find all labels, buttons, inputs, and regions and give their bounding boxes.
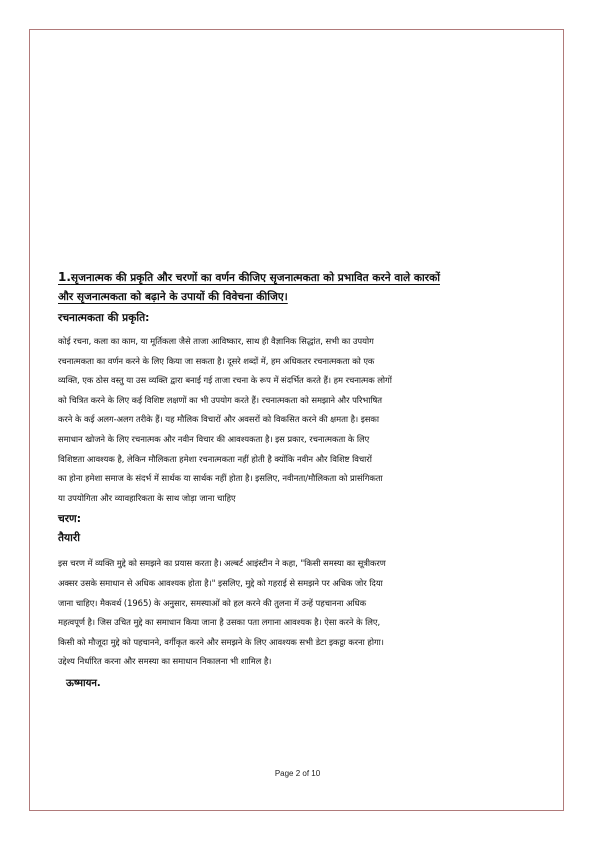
question-text-1: सृजनात्मक की प्रकृति और चरणों का वर्णन कीजिए सृजनात्मकता को प्रभावित करने वाले कारकों bbox=[70, 272, 440, 284]
incubation-heading: ऊष्मायन. bbox=[66, 677, 101, 689]
paragraph-line: विशिष्टता आवश्यक है, लेकिन मौलिकता हमेशा रचनात्मकता नहीं होती है क्योंकि नवीन और विशिष्ट विचारों bbox=[58, 453, 372, 464]
question-line-2: और सृजनात्मकता को बढ़ाने के उपायों की विवेचना कीजिए। bbox=[58, 291, 288, 303]
preparation-heading: तैयारी bbox=[58, 532, 81, 545]
paragraph-line: व्यक्ति, एक ठोस वस्तु या उस व्यक्ति द्वारा बनाई गई ताजा रचना के रूप में संदर्भित करते हैं। हम रचनात्मक लोगों bbox=[58, 375, 392, 386]
paragraph-line: उद्देश्य निर्धारित करना और समस्या का समाधान निकालना भी शामिल है। bbox=[58, 656, 272, 667]
question-number: 1. bbox=[58, 270, 71, 284]
page-footer: Page 2 of 10 bbox=[274, 769, 321, 778]
nature-heading: रचनात्मकता की प्रकृति: bbox=[58, 312, 150, 324]
paragraph-line: को चित्रित करने के लिए कई विशिष्ट लक्षणों का भी उपयोग करते हैं। रचनात्मकता को समझाने और परिभाषित bbox=[58, 394, 383, 405]
paragraph-line: रचनात्मकता का वर्णन करने के लिए किया जा सकता है। दूसरे शब्दों में, हम अधिकतर रचनात्मकता को एक bbox=[58, 355, 375, 366]
nature-paragraph bbox=[58, 332, 536, 508]
question-heading bbox=[58, 268, 536, 307]
paragraph-line: जाना चाहिए। मैकवर्थ (1965) के अनुसार, समस्याओं को हल करने की तुलना में उन्हें पहचानना अधिक bbox=[58, 597, 367, 608]
stages-heading: चरण: bbox=[58, 513, 81, 526]
question-line-1 bbox=[58, 268, 536, 288]
paragraph-line: महत्वपूर्ण है। जिस उचित मुद्दे का समाधान किया जाना है उसका पता लगाना आवश्यक है। ऐसा करने के लिए, bbox=[58, 617, 381, 628]
paragraph-line: या उपयोगिता और व्यावहारिकता के साथ जोड़ा जाना चाहिए bbox=[58, 492, 236, 503]
preparation-paragraph bbox=[58, 554, 536, 672]
paragraph-line: समाधान खोजने के लिए रचनात्मक और नवीन विचार की आवश्यकता है। इस प्रकार, रचनात्मकता के लिए bbox=[58, 433, 370, 444]
paragraph-line: का होना हमेशा समाज के संदर्भ में सार्थक या सार्थक नहीं होता है। इसलिए, नवीनता/मौलिकता को प्रासंगिकता bbox=[58, 473, 383, 484]
document-body bbox=[58, 268, 536, 693]
paragraph-line: अक्सर उसके समाधान से अधिक आवश्यक होता है।" इसलिए, मुद्दे को गहराई से समझने पर अधिक जोर दिया bbox=[58, 577, 383, 588]
paragraph-line: इस चरण में व्यक्ति मुद्दे को समझने का प्रयास करता है। अल्बर्ट आइंस्टीन ने कहा, "किसी समस्या का सूत्रीकरण bbox=[58, 558, 386, 569]
paragraph-line: करने के कई अलग-अलग तरीके हैं। यह मौलिक विचारों और अवसरों को विकसित करने की क्षमता है। इसका bbox=[58, 414, 379, 425]
paragraph-line: किसी को मौजूदा मुद्दे को पहचानने, वर्गीकृत करने और समझने के लिए आवश्यक सभी डेटा इकट्ठा करना होगा। bbox=[58, 636, 384, 647]
paragraph-line: कोई रचना, कला का काम, या मूर्तिकला जैसे ताजा आविष्कार, साथ ही वैज्ञानिक सिद्धांत, सभी का उपयोग bbox=[58, 336, 374, 346]
